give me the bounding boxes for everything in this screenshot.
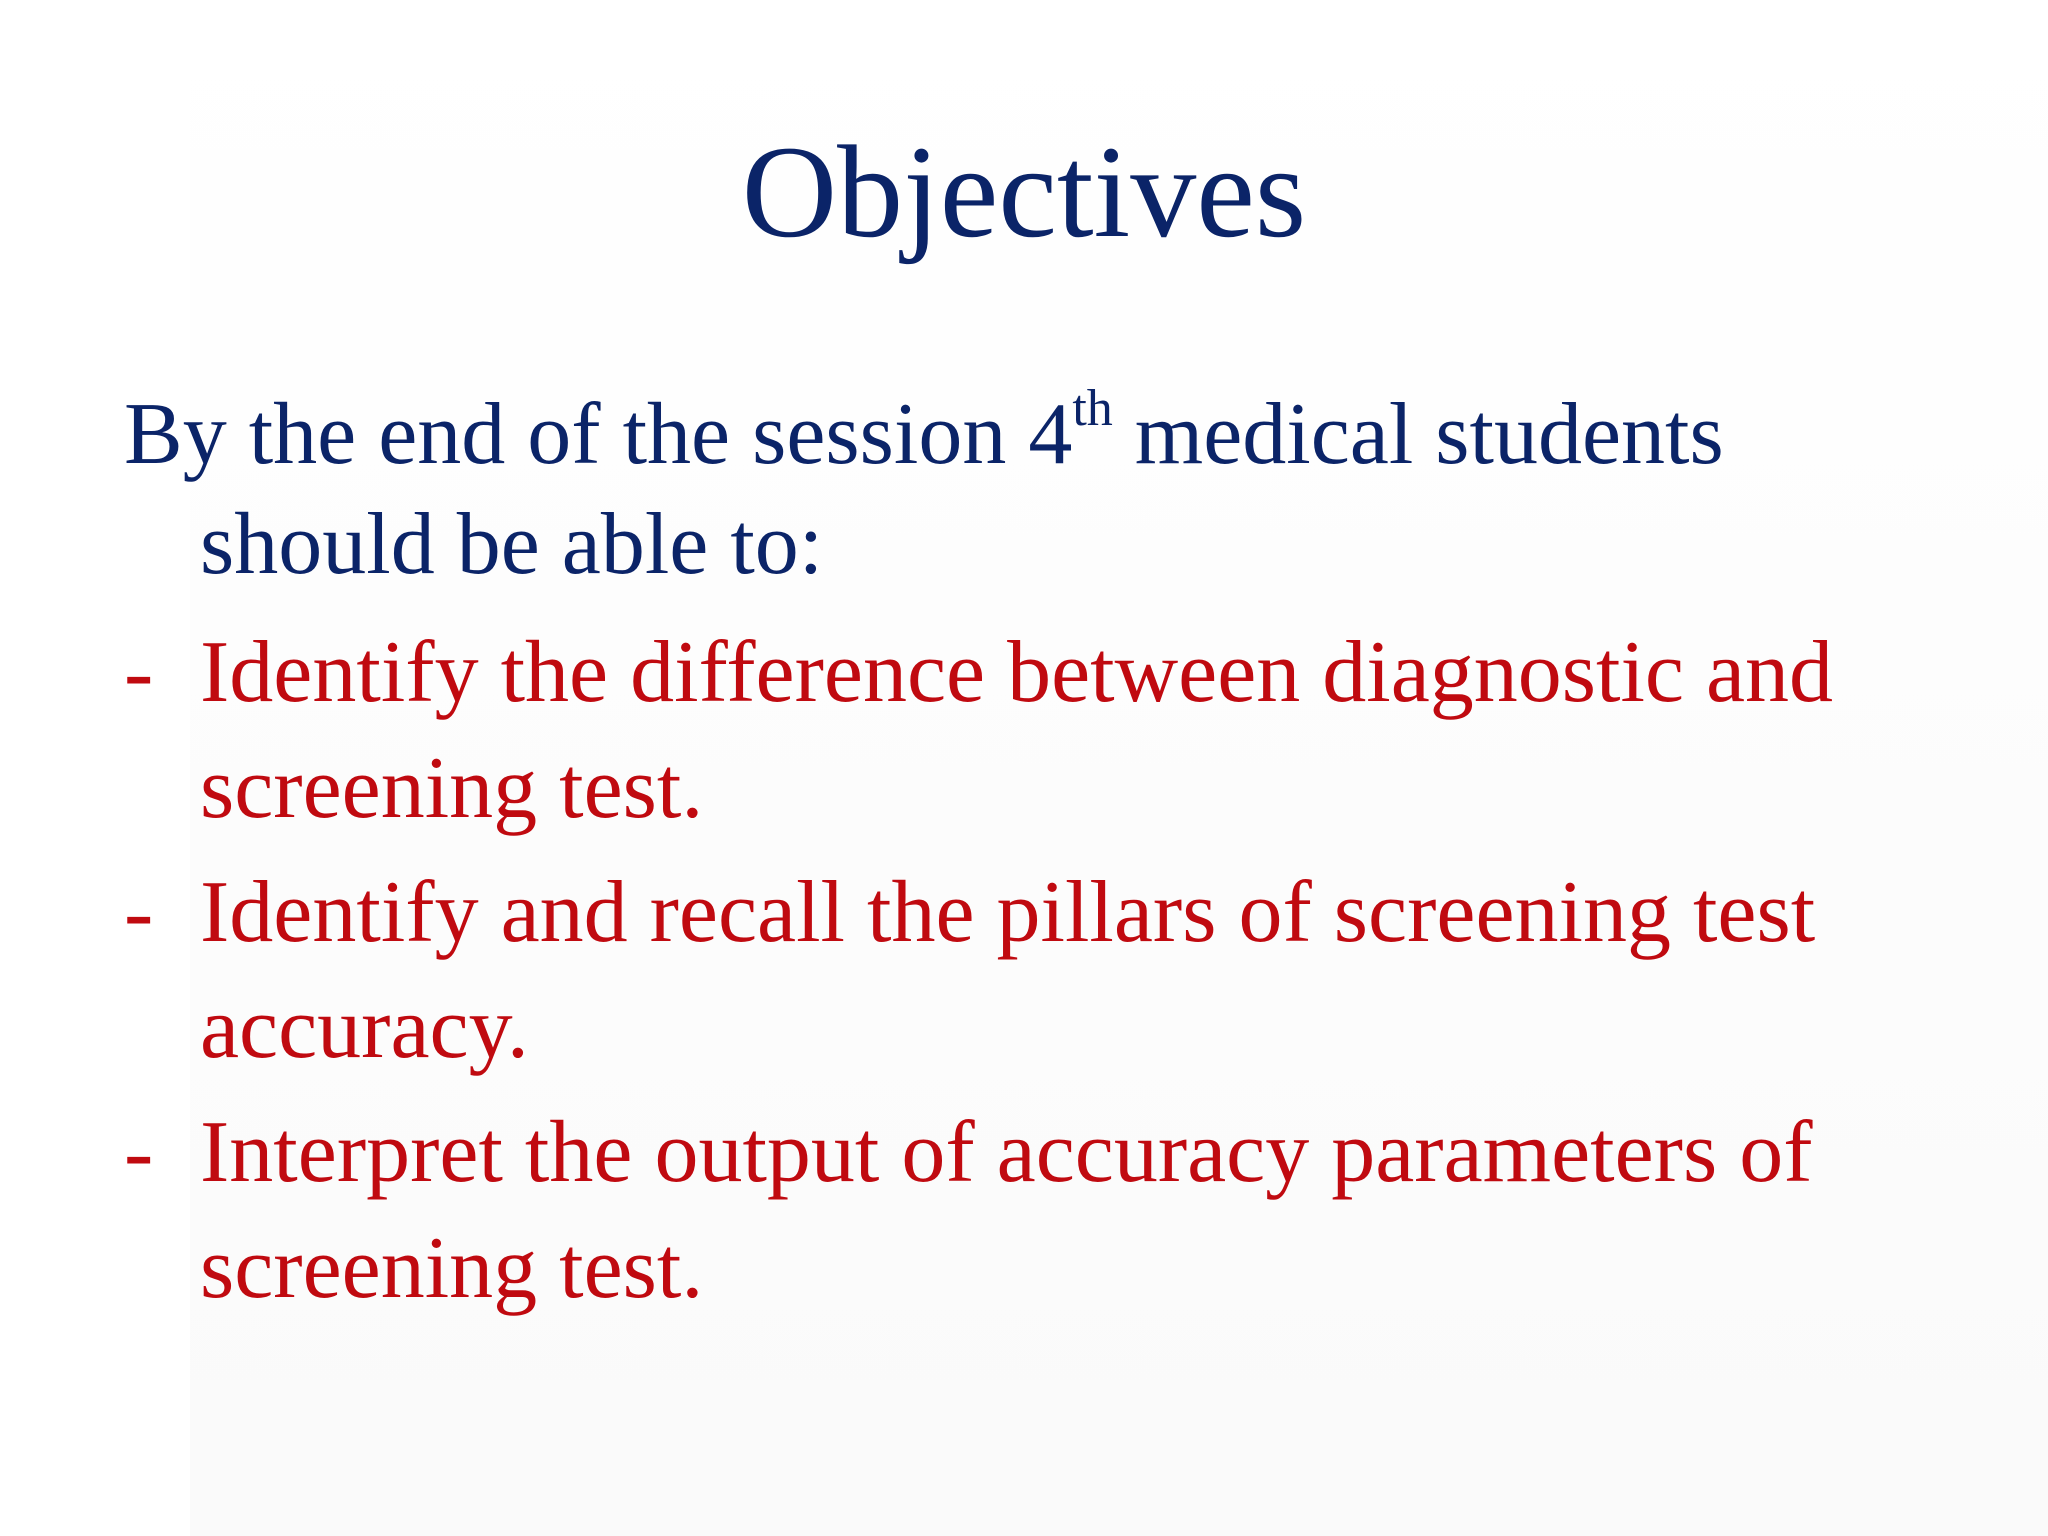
- objectives-list: [124, 615, 1984, 1335]
- objective-item: [124, 1095, 1984, 1327]
- objective-text: Identify the difference between diagnostic and screening test.: [200, 624, 1834, 837]
- intro-line-2: should be able to:: [200, 496, 824, 593]
- intro-text-before-superscript: By the end of the session 4: [124, 386, 1073, 483]
- ordinal-superscript: th: [1072, 379, 1113, 437]
- intro-line-1: [124, 380, 1964, 490]
- slide-title: Objectives: [741, 118, 1307, 265]
- objective-text: Interpret the output of accuracy parameters of screening test.: [200, 1104, 1813, 1317]
- bullet-dash: -: [124, 1104, 154, 1201]
- objective-item: [124, 615, 1984, 847]
- bullet-dash: -: [124, 864, 154, 961]
- objective-item: [124, 855, 1984, 1087]
- objective-text: Identify and recall the pillars of screening test accuracy.: [200, 864, 1816, 1077]
- intro-paragraph: [124, 380, 1964, 600]
- intro-text-after-superscript: medical students: [1112, 386, 1724, 483]
- bullet-dash: -: [124, 624, 154, 721]
